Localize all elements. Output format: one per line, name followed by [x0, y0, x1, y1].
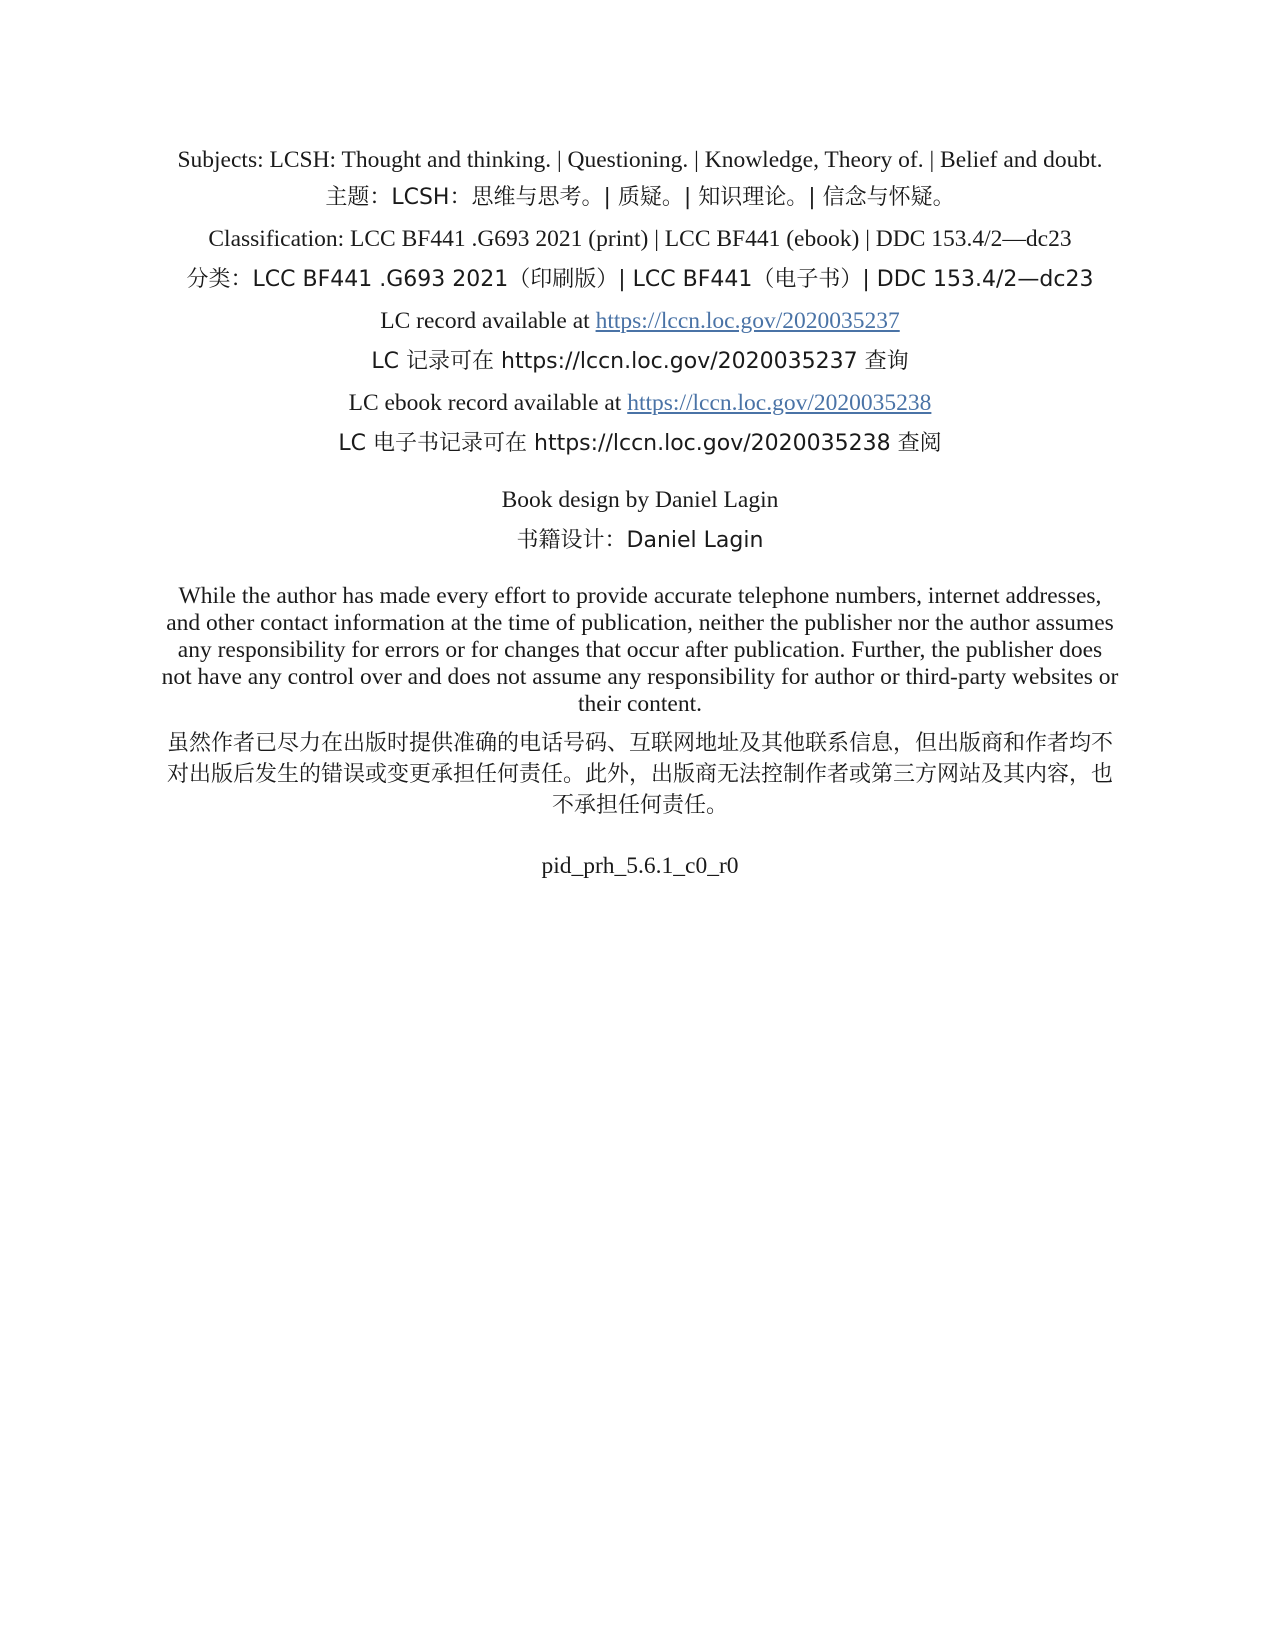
disclaimer-en: While the author has made every effort to provide accurate telephone numbers, internet addresses, and other contact information at the time of publication, neither the publisher nor the author assumes any responsibility for errors or for changes that occur after publication. Further, the publisher does not have any control over and does not assume any responsibility for author or third-party websites or their content. [161, 583, 1119, 717]
lc-record-prefix: LC record available at [380, 308, 590, 334]
classification-zh: 分类：LCC BF441 .G693 2021（印刷版）| LCC BF441（电子书）| DDC 153.4/2—dc23 [186, 267, 1094, 292]
lc-ebook-record-zh: LC 电子书记录可在 https://lccn.loc.gov/2020035238 查阅 [338, 431, 942, 456]
lc-ebook-record-en [160, 386, 1120, 420]
book-design-en: Book design by Daniel Lagin [501, 487, 779, 513]
lc-ebook-record-link[interactable]: https://lccn.loc.gov/2020035238 [627, 390, 932, 416]
lc-record-zh: LC 记录可在 https://lccn.loc.gov/2020035237 查询 [371, 349, 909, 374]
disclaimer-zh: 虽然作者已尽力在出版时提供准确的电话号码、互联网地址及其他联系信息，但出版商和作者均不对出版后发生的错误或变更承担任何责任。此外，出版商无法控制作者或第三方网站及其内容，也不承担任何责任。 [166, 731, 1113, 818]
lc-ebook-prefix: LC ebook record available at [348, 390, 622, 416]
classification-en: Classification: LCC BF441 .G693 2021 (print) | LCC BF441 (ebook) | DDC 153.4/2—dc23 [208, 226, 1072, 252]
copyright-page [160, 147, 1120, 883]
subjects-zh: 主题：LCSH：思维与思考。| 质疑。| 知识理论。| 信念与怀疑。 [325, 185, 955, 210]
subjects-en: Subjects: LCSH: Thought and thinking. | Questioning. | Knowledge, Theory of. | Belief and doubt. [177, 147, 1103, 173]
book-design-zh: 书籍设计：Daniel Lagin [516, 528, 764, 553]
print-id: pid_prh_5.6.1_c0_r0 [541, 853, 739, 879]
lc-record-en [160, 304, 1120, 338]
lc-record-link[interactable]: https://lccn.loc.gov/2020035237 [595, 308, 900, 334]
